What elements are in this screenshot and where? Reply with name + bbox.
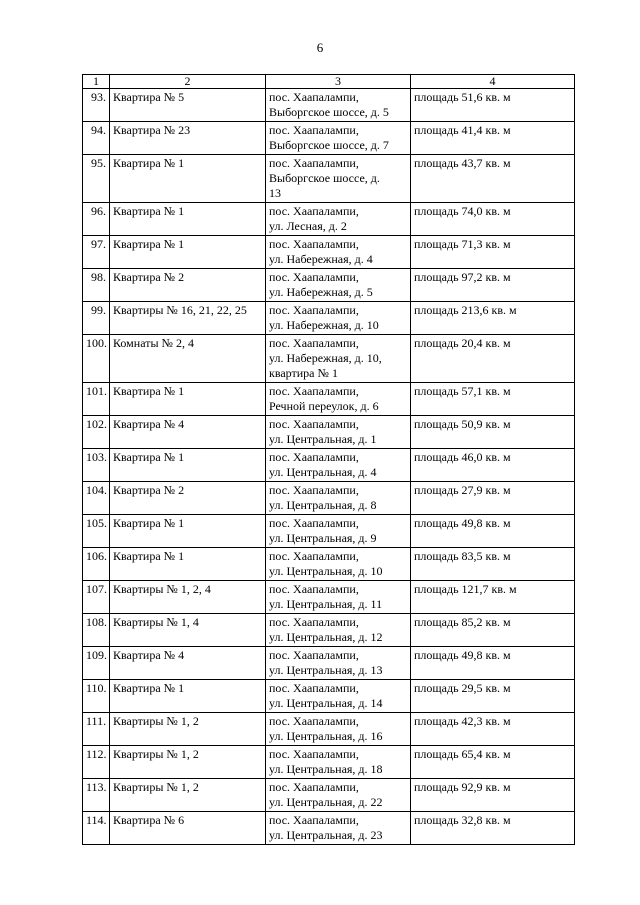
address-cell <box>266 812 411 845</box>
table-row <box>83 269 575 302</box>
table-row <box>83 449 575 482</box>
area-cell: площадь 29,5 кв. м <box>411 680 575 713</box>
page-number: 6 <box>316 40 324 55</box>
address-line: пос. Хаапалампи, <box>269 780 359 794</box>
table-row <box>83 122 575 155</box>
area-cell: площадь 85,2 кв. м <box>411 614 575 647</box>
address-line: ул. Центральная, д. 8 <box>269 498 377 512</box>
address-line: пос. Хаапалампи, <box>269 417 359 431</box>
area-cell: площадь 71,3 кв. м <box>411 236 575 269</box>
premises-name: Квартира № 1 <box>110 203 266 236</box>
table-row <box>83 779 575 812</box>
row-number: 100. <box>83 335 110 383</box>
table-row <box>83 548 575 581</box>
table-row <box>83 155 575 203</box>
address-line: пос. Хаапалампи, <box>269 516 359 530</box>
row-number: 94. <box>83 122 110 155</box>
premises-name: Квартира № 2 <box>110 269 266 302</box>
row-number: 106. <box>83 548 110 581</box>
address-line: ул. Центральная, д. 22 <box>269 795 383 809</box>
premises-name: Квартира № 5 <box>110 89 266 122</box>
table-row <box>83 614 575 647</box>
area-cell: площадь 27,9 кв. м <box>411 482 575 515</box>
row-number: 102. <box>83 416 110 449</box>
column-header: 1 <box>83 75 110 89</box>
address-cell <box>266 269 411 302</box>
address-line: ул. Центральная, д. 12 <box>269 630 383 644</box>
address-line: ул. Центральная, д. 14 <box>269 696 383 710</box>
area-cell: площадь 50,9 кв. м <box>411 416 575 449</box>
area-cell: площадь 65,4 кв. м <box>411 746 575 779</box>
address-line: пос. Хаапалампи, <box>269 615 359 629</box>
premises-name: Квартиры № 1, 2 <box>110 779 266 812</box>
address-line: пос. Хаапалампи, <box>269 384 359 398</box>
row-number: 96. <box>83 203 110 236</box>
premises-name: Квартира № 6 <box>110 812 266 845</box>
address-line: пос. Хаапалампи, <box>269 747 359 761</box>
address-line: пос. Хаапалампи, <box>269 237 359 251</box>
premises-name: Квартира № 1 <box>110 383 266 416</box>
address-line: пос. Хаапалампи, <box>269 90 359 104</box>
table-row <box>83 416 575 449</box>
address-line: ул. Набережная, д. 10, <box>269 351 382 365</box>
row-number: 98. <box>83 269 110 302</box>
address-line: ул. Центральная, д. 10 <box>269 564 383 578</box>
row-number: 104. <box>83 482 110 515</box>
address-line: ул. Центральная, д. 11 <box>269 597 383 611</box>
area-cell: площадь 49,8 кв. м <box>411 647 575 680</box>
premises-name: Квартира № 1 <box>110 155 266 203</box>
address-line: ул. Набережная, д. 4 <box>269 252 373 266</box>
area-cell: площадь 42,3 кв. м <box>411 713 575 746</box>
address-cell <box>266 302 411 335</box>
address-line: пос. Хаапалампи, <box>269 813 359 827</box>
premises-name: Квартиры № 1, 2 <box>110 746 266 779</box>
premises-name: Квартира № 2 <box>110 482 266 515</box>
table-row <box>83 812 575 845</box>
table-row <box>83 746 575 779</box>
area-cell: площадь 46,0 кв. м <box>411 449 575 482</box>
address-cell <box>266 680 411 713</box>
premises-name: Квартира № 1 <box>110 548 266 581</box>
premises-name: Квартиры № 1, 4 <box>110 614 266 647</box>
table-row <box>83 680 575 713</box>
column-header: 4 <box>411 75 575 89</box>
area-cell: площадь 83,5 кв. м <box>411 548 575 581</box>
column-header: 3 <box>266 75 411 89</box>
address-line: пос. Хаапалампи, <box>269 270 359 284</box>
table-row <box>83 203 575 236</box>
row-number: 111. <box>83 713 110 746</box>
address-cell <box>266 236 411 269</box>
address-cell <box>266 614 411 647</box>
address-cell <box>266 515 411 548</box>
address-line: пос. Хаапалампи, <box>269 648 359 662</box>
address-line: ул. Центральная, д. 13 <box>269 663 383 677</box>
address-line: Выборгское шоссе, д. 5 <box>269 105 389 119</box>
row-number: 95. <box>83 155 110 203</box>
address-line: пос. Хаапалампи, <box>269 681 359 695</box>
premises-name: Комнаты № 2, 4 <box>110 335 266 383</box>
premises-name: Квартиры № 1, 2 <box>110 713 266 746</box>
row-number: 105. <box>83 515 110 548</box>
area-cell: площадь 97,2 кв. м <box>411 269 575 302</box>
address-cell <box>266 581 411 614</box>
address-cell <box>266 449 411 482</box>
address-line: пос. Хаапалампи, <box>269 204 359 218</box>
address-cell <box>266 713 411 746</box>
table-row <box>83 515 575 548</box>
address-line: пос. Хаапалампи, <box>269 156 359 170</box>
address-line: ул. Центральная, д. 4 <box>269 465 377 479</box>
area-cell: площадь 20,4 кв. м <box>411 335 575 383</box>
premises-name: Квартира № 1 <box>110 515 266 548</box>
table-row <box>83 302 575 335</box>
row-number: 109. <box>83 647 110 680</box>
row-number: 93. <box>83 89 110 122</box>
address-line: пос. Хаапалампи, <box>269 549 359 563</box>
address-line: ул. Набережная, д. 10 <box>269 318 379 332</box>
row-number: 110. <box>83 680 110 713</box>
premises-name: Квартира № 1 <box>110 449 266 482</box>
address-line: ул. Центральная, д. 16 <box>269 729 383 743</box>
row-number: 103. <box>83 449 110 482</box>
address-line: пос. Хаапалампи, <box>269 336 359 350</box>
premises-name: Квартиры № 1, 2, 4 <box>110 581 266 614</box>
area-cell: площадь 74,0 кв. м <box>411 203 575 236</box>
premises-name: Квартира № 1 <box>110 680 266 713</box>
address-cell <box>266 416 411 449</box>
row-number: 97. <box>83 236 110 269</box>
address-line: ул. Центральная, д. 23 <box>269 828 383 842</box>
table-row <box>83 383 575 416</box>
row-number: 108. <box>83 614 110 647</box>
address-line: Речной переулок, д. 6 <box>269 399 379 413</box>
area-cell: площадь 57,1 кв. м <box>411 383 575 416</box>
address-cell <box>266 383 411 416</box>
address-line: пос. Хаапалампи, <box>269 303 359 317</box>
address-line: ул. Центральная, д. 1 <box>269 432 377 446</box>
area-cell: площадь 213,6 кв. м <box>411 302 575 335</box>
premises-name: Квартира № 23 <box>110 122 266 155</box>
address-line: ул. Лесная, д. 2 <box>269 219 347 233</box>
area-cell: площадь 32,8 кв. м <box>411 812 575 845</box>
table-row <box>83 581 575 614</box>
area-cell: площадь 121,7 кв. м <box>411 581 575 614</box>
address-cell <box>266 335 411 383</box>
table-row <box>83 335 575 383</box>
address-line: ул. Центральная, д. 18 <box>269 762 383 776</box>
address-line: ул. Набережная, д. 5 <box>269 285 373 299</box>
row-number: 114. <box>83 812 110 845</box>
row-number: 101. <box>83 383 110 416</box>
address-line: Выборгское шоссе, д. <box>269 171 380 185</box>
table-header-row <box>83 75 575 89</box>
row-number: 99. <box>83 302 110 335</box>
area-cell: площадь 49,8 кв. м <box>411 515 575 548</box>
address-line: квартира № 1 <box>269 366 338 380</box>
table-row <box>83 647 575 680</box>
address-line: пос. Хаапалампи, <box>269 714 359 728</box>
premises-name: Квартира № 4 <box>110 647 266 680</box>
row-number: 112. <box>83 746 110 779</box>
column-header: 2 <box>110 75 266 89</box>
premises-name: Квартира № 1 <box>110 236 266 269</box>
address-cell <box>266 482 411 515</box>
address-cell <box>266 548 411 581</box>
address-line: 13 <box>269 186 281 200</box>
area-cell: площадь 92,9 кв. м <box>411 779 575 812</box>
address-line: пос. Хаапалампи, <box>269 450 359 464</box>
premises-name: Квартира № 4 <box>110 416 266 449</box>
address-line: пос. Хаапалампи, <box>269 123 359 137</box>
address-line: пос. Хаапалампи, <box>269 483 359 497</box>
area-cell: площадь 41,4 кв. м <box>411 122 575 155</box>
address-line: Выборгское шоссе, д. 7 <box>269 138 389 152</box>
address-line: пос. Хаапалампи, <box>269 582 359 596</box>
address-cell <box>266 89 411 122</box>
row-number: 113. <box>83 779 110 812</box>
area-cell: площадь 51,6 кв. м <box>411 89 575 122</box>
table-row <box>83 236 575 269</box>
row-number: 107. <box>83 581 110 614</box>
address-cell <box>266 746 411 779</box>
table-row <box>83 89 575 122</box>
address-cell <box>266 779 411 812</box>
area-cell: площадь 43,7 кв. м <box>411 155 575 203</box>
address-cell <box>266 647 411 680</box>
table-row <box>83 713 575 746</box>
address-line: ул. Центральная, д. 9 <box>269 531 377 545</box>
property-table <box>82 74 575 845</box>
address-cell <box>266 203 411 236</box>
address-cell <box>266 122 411 155</box>
address-cell <box>266 155 411 203</box>
table-row <box>83 482 575 515</box>
premises-name: Квартиры № 16, 21, 22, 25 <box>110 302 266 335</box>
